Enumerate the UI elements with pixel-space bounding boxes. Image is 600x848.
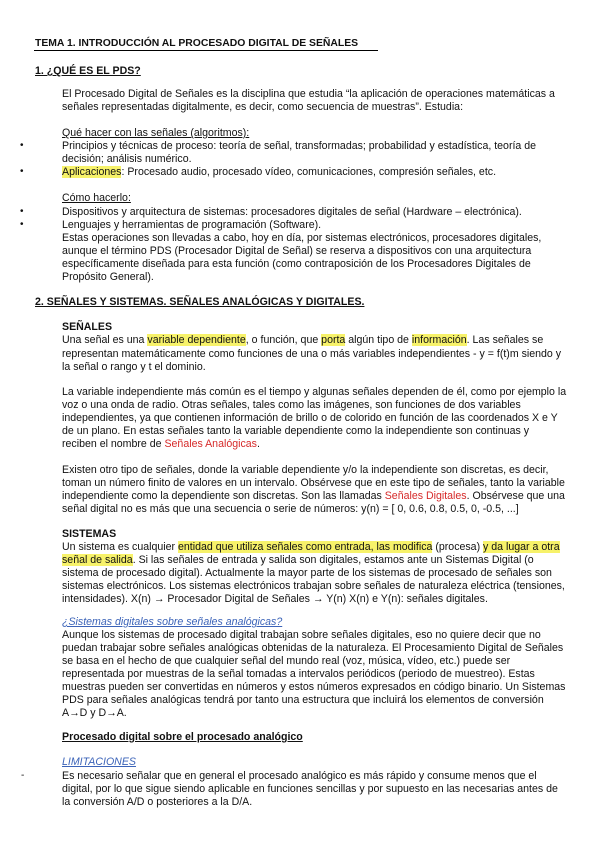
paragraph-line: independientes, ya que contienen información de brillo o de colorido en función de las coordenados X e Y bbox=[62, 412, 558, 424]
paragraph-line: independiente como la dependiente son discretas. Son las llamadas Señales Digitales. Obsérvese que una bbox=[62, 490, 565, 502]
list-item: Lenguajes y herramientas de programación (Software). bbox=[62, 219, 322, 231]
highlight: información bbox=[411, 334, 467, 346]
paragraph-line: La variable independiente más común es el tiempo y algunas señales dependen de él, como por ejemplo la bbox=[62, 386, 567, 398]
paragraph-line: Estas operaciones son llevadas a cabo, hoy en día, por sistemas electrónicos, procesadores digitales, bbox=[62, 232, 542, 244]
highlight: Aplicaciones bbox=[62, 166, 122, 178]
subheading-sistemas: SISTEMAS bbox=[62, 528, 117, 540]
term-digital: Señales Digitales bbox=[384, 490, 467, 502]
bullet-icon: • bbox=[20, 166, 24, 177]
paragraph-line: PDS para señales analógicas tendrá por tanto una estructura que incluirá los elementos de conversión bbox=[62, 694, 544, 706]
paragraph-line: Propósito General). bbox=[62, 271, 154, 283]
paragraph-line: específicamente diseñada para esta función (como contraposición de los Procesadores Digitales de bbox=[62, 258, 531, 270]
paragraph-line: sistema de procesado digital). Actualmente la mayor parte de los sistemas de procesado de señales son bbox=[62, 567, 552, 579]
paragraph-line: digital, por lo que sigue siendo aplicable en funciones sencillas y por supuesto en las necesarias antes de bbox=[62, 783, 558, 795]
subheading-limitaciones: LIMITACIONES bbox=[62, 756, 136, 768]
subheading-procesado: Procesado digital sobre el procesado analógico bbox=[62, 731, 303, 743]
highlight: entidad que utiliza señales como entrada, las modifica bbox=[178, 541, 433, 553]
paragraph-line: la conversión A/D o posteriores a la D/A. bbox=[62, 796, 253, 808]
subheading-que-hacer: Qué hacer con las señales (algoritmos): bbox=[62, 127, 250, 139]
paragraph-line: se basa en el hecho de que cualquier señal del mundo real (voz, música, vídeo, etc.) puede ser bbox=[62, 655, 511, 667]
paragraph-line: reciben el nombre de Señales Analógicas. bbox=[62, 438, 260, 450]
paragraph-line: representada por muestras de la señal tomadas a intervalos periódicos (periodo de muestreo). Estas bbox=[62, 668, 535, 680]
section-2-heading: 2. SEÑALES Y SISTEMAS. SEÑALES ANALÓGICAS Y DIGITALES. bbox=[35, 296, 365, 308]
subheading-como: Cómo hacerlo: bbox=[62, 192, 131, 204]
subheading-senales: SEÑALES bbox=[62, 321, 113, 333]
paragraph-line: representan matemáticamente como funciones de una o más variables independientes - y = f(t)m siendo y bbox=[62, 348, 562, 360]
list-item: decisión; análisis numérico. bbox=[62, 153, 192, 165]
paragraph-line: señal de salida. Si las señales de entrada y salida son digitales, estamos ante un Sistemas Digital (o bbox=[62, 554, 534, 566]
list-item: Dispositivos y arquitectura de sistemas: procesadores digitales de señal (Hardware – electrónica). bbox=[62, 206, 522, 218]
list-item: Aplicaciones: Procesado audio, procesado vídeo, comunicaciones, compresión señales, etc. bbox=[62, 166, 497, 178]
paragraph-line: señales representadas digitalmente, es decir, como secuencia de muestras”. Estudia: bbox=[62, 101, 464, 113]
paragraph-line: señal digital no es más que una secuencia o serie de números: y(n) = [ 0, 0.6, 0.8, 0.5, 0, -0.5, ...] bbox=[62, 503, 519, 515]
highlight: porta bbox=[321, 334, 346, 346]
paragraph-line: Existen otro tipo de señales, donde la variable dependiente y/o la independiente son discretas, es decir, bbox=[62, 464, 549, 476]
bullet-icon: • bbox=[20, 219, 24, 230]
paragraph-line: muestras pueden ser convertidas en números y estos números expresados en código binario. Un Sistemas bbox=[62, 681, 566, 693]
bullet-icon: • bbox=[20, 206, 24, 217]
paragraph-line: Es necesario señalar que en general el procesado analógico es más rápido y consume menos que el bbox=[62, 770, 537, 782]
paragraph-line: intensidades). X(n) → Procesador Digital de Señales → Y(n) X(n) e Y(n): señales digitales. bbox=[62, 593, 488, 605]
paragraph-line: aunque el término PDS (Procesador Digital de Señal) se reserva a dispositivos con una arquitectura bbox=[62, 245, 532, 257]
paragraph-line: voz o una onda de radio. Otras señales, tales como las imágenes, son funciones de dos variables bbox=[62, 399, 521, 411]
highlight: señal de salida bbox=[62, 554, 133, 566]
paragraph-line: El Procesado Digital de Señales es la disciplina que estudia “la aplicación de operaciones matemáticas a bbox=[62, 88, 555, 100]
list-item: Principios y técnicas de proceso: teoría de señal, transformadas; probabilidad y estadística, teoría de bbox=[62, 140, 537, 152]
paragraph-line: la señal o rango y t el dominio. bbox=[62, 361, 206, 373]
highlight: y da lugar a otra bbox=[483, 541, 560, 553]
term-analog: Señales Analógicas bbox=[164, 438, 257, 450]
paragraph-line: puedan trabajar sobre señales analógicas obtenidas de la naturaleza. El Procesamiento Digital de Señales bbox=[62, 642, 564, 654]
paragraph-line: Un sistema es cualquier entidad que utiliza señales como entrada, las modifica (procesa) y da lugar a otra bbox=[62, 541, 560, 553]
paragraph-line: toman un número finito de valores en un intervalo. Obsérvese que en este tipo de señales, tanto la variable bbox=[62, 477, 565, 489]
section-1-heading: 1. ¿QUÉ ES EL PDS? bbox=[35, 65, 141, 77]
paragraph-line: Aunque los sistemas de procesado digital trabajan sobre señales digitales, eso no quiere decir que no bbox=[62, 629, 541, 641]
document-title: TEMA 1. INTRODUCCIÓN AL PROCESADO DIGITAL DE SEÑALES bbox=[35, 38, 359, 49]
paragraph-line: de un plano. En estas señales tanto la variable dependiente como la independiente son continuas y bbox=[62, 425, 530, 437]
dash-bullet-icon: - bbox=[21, 770, 25, 781]
paragraph-line: A→D y D→A. bbox=[62, 707, 127, 719]
paragraph-line: Una señal es una variable dependiente, o función, que porta algún tipo de información. Las señales se bbox=[62, 334, 544, 346]
paragraph-line: sistemas electrónicos. Los sistemas electrónicos trabajan sobre señales de naturaleza eléctrica (tensiones, bbox=[62, 580, 565, 592]
subheading-question: ¿Sistemas digitales sobre señales analógicas? bbox=[62, 616, 283, 628]
highlight: variable dependiente bbox=[147, 334, 246, 346]
bullet-icon: • bbox=[20, 140, 24, 151]
